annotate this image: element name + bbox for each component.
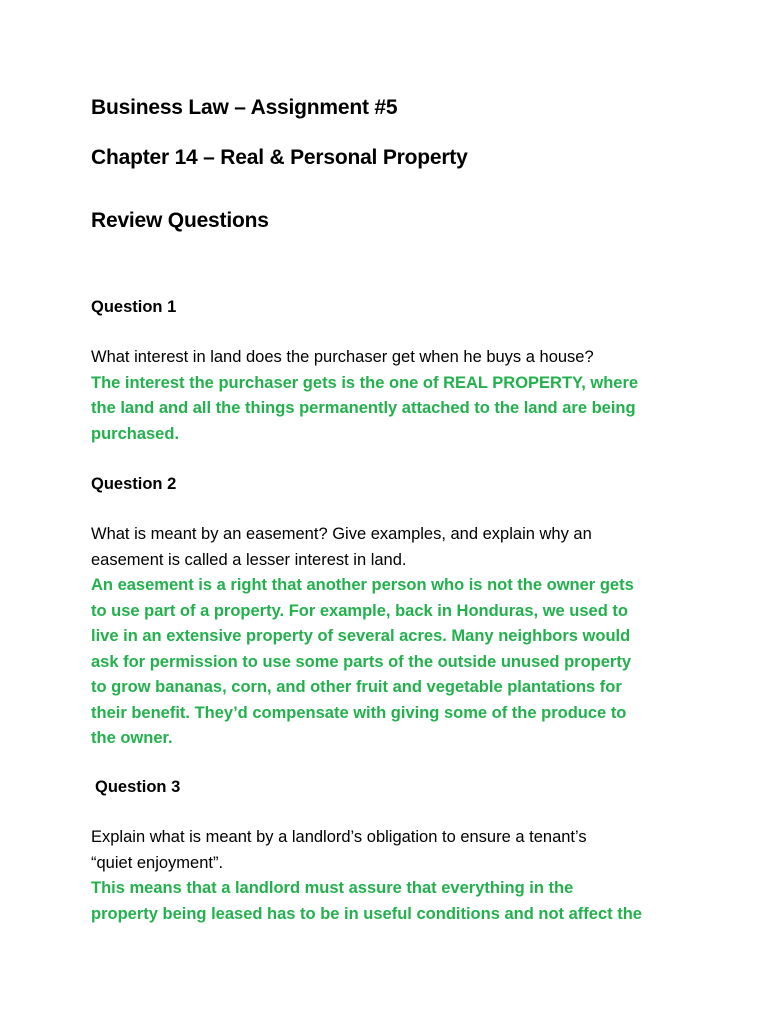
answer-3-text-line: property being leased has to be in useful conditions and not affect the [91,904,642,923]
answer-2-text-line: to grow bananas, corn, and other fruit and vegetable plantations for [91,678,622,696]
question-2-text-line: What is meant by an easement? Give examples, and explain why an [91,525,592,543]
question-3-text-line: “quiet enjoyment”. [91,853,224,872]
answer-1-text-line: the land and all the things permanently attached to the land are being [91,399,636,417]
document-title: Business Law – Assignment #5 [91,96,398,119]
question-3-block [91,825,731,927]
answer-1-text-line: purchased. [91,424,180,443]
question-2-block [91,522,731,752]
question-1-text-line: What interest in land does the purchaser get when he buys a house? [91,348,594,366]
answer-2-text-line: their benefit. They’d compensate with giving some of the produce to [91,703,627,722]
answer-2-text-line: An easement is a right that another person who is not the owner gets [91,576,634,594]
question-3-label: Question 3 [95,778,181,796]
answer-3-text-line: This means that a landlord must assure that everything in the [91,879,574,897]
answer-2-text-line: live in an extensive property of several acres. Many neighbors would [91,627,631,645]
answer-1-text-line: The interest the purchaser gets is the one of REAL PROPERTY, where [91,373,639,392]
chapter-heading: Chapter 14 – Real & Personal Property [91,146,468,169]
question-3-text-line: Explain what is meant by a landlord’s obligation to ensure a tenant’s [91,828,587,846]
question-1-block [91,345,731,447]
answer-2-text-line: ask for permission to use some parts of the outside unused property [91,652,632,671]
answer-2-text-line: the owner. [91,729,173,747]
question-2-text-line: easement is called a lesser interest in land. [91,550,407,569]
question-1-label: Question 1 [91,298,177,316]
section-heading: Review Questions [91,209,269,232]
question-2-label: Question 2 [91,475,177,493]
answer-2-text-line: to use part of a property. For example, back in Honduras, we used to [91,601,628,620]
